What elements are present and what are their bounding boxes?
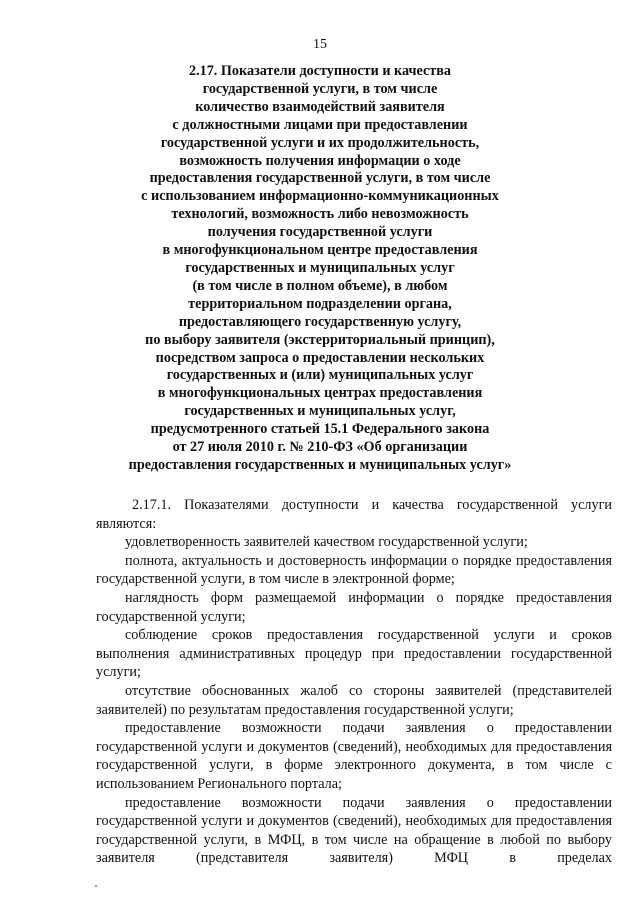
heading-line: технологий, возможность либо невозможность (171, 206, 469, 223)
paragraph-item: полнота, актуальность и достоверность информации о порядке предоставления государственной услуги, в том числе в электронной форме; (96, 552, 612, 588)
paragraph-intro: 2.17.1. Показателями доступности и качества государственной услуги являются: (96, 497, 612, 532)
paragraph-item: предоставление возможности подачи заявления о предоставлении государственной услуги и документов (сведений), необходимых для предоставления государственной услуги, в форме электронного документа, в том числе с использованием Регионального портала; (96, 720, 612, 792)
heading-line: по выбору заявителя (экстерриториальный принцип), (145, 331, 495, 348)
paragraph-item: отсутствие обоснованных жалоб со стороны заявителей (представителей заявителей) по результатам предоставления государственной услуги; (96, 682, 612, 718)
heading-line: государственных и муниципальных услуг (185, 259, 455, 276)
heading-line: предоставления государственной услуги, в том числе (149, 170, 491, 187)
heading-line: получения государственной услуги (207, 224, 433, 241)
body-text (96, 496, 612, 868)
paragraph-item: удовлетворенность заявителей качеством государственной услуги; (125, 534, 528, 551)
heading-line: 2.17. Показатели доступности и качества (188, 63, 452, 79)
heading-line: от 27 июля 2010 г. № 210-ФЗ «Об организации (172, 439, 468, 456)
heading-line: возможность получения информации о ходе (179, 152, 461, 169)
heading-line: государственных и муниципальных услуг, (184, 403, 456, 420)
heading-line: с должностными лицами при предоставлении (172, 116, 468, 133)
heading-line: с использованием информационно-коммуникационных (141, 188, 499, 205)
heading-line: государственных и (или) муниципальных услуг (166, 367, 474, 384)
paragraph-item: предоставление возможности подачи заявления о предоставлении государственной услуги и документов (сведений), необходимых для предоставления государственной услуги, в МФЦ, в том числе на обращение в любой по выбору заявителя (представителя заявителя) МФЦ в пределах (96, 794, 612, 867)
heading-line: предоставления государственных и муниципальных услуг» (128, 456, 512, 473)
heading-line: предоставляющего государственную услугу, (178, 313, 462, 330)
heading-line: (в том числе в полном объеме), в любом (192, 277, 448, 294)
heading-line: государственной услуги и их продолжительность, (160, 134, 480, 151)
paragraph-item: соблюдение сроков предоставления государственной услуги и сроков выполнения административных процедур при предоставлении государственной услуги; (96, 627, 612, 681)
heading-line: посредством запроса о предоставлении нескольких (155, 349, 485, 366)
heading-line: в многофункциональном центре предоставления (162, 242, 478, 259)
heading-line: количество взаимодействий заявителя (195, 98, 445, 115)
section-heading (60, 63, 580, 475)
paragraph-item: наглядность форм размещаемой информации о порядке предоставления государственной услуги; (96, 589, 612, 625)
heading-line: предусмотренного статьей 15.1 Федерального закона (150, 421, 490, 438)
heading-line: территориальном подразделении органа, (188, 295, 452, 312)
scan-speck (95, 885, 97, 887)
page-number: 15 (313, 37, 327, 52)
heading-line: государственной услуги, в том числе (202, 80, 438, 97)
heading-line: в многофункциональных центрах предоставления (157, 385, 483, 402)
